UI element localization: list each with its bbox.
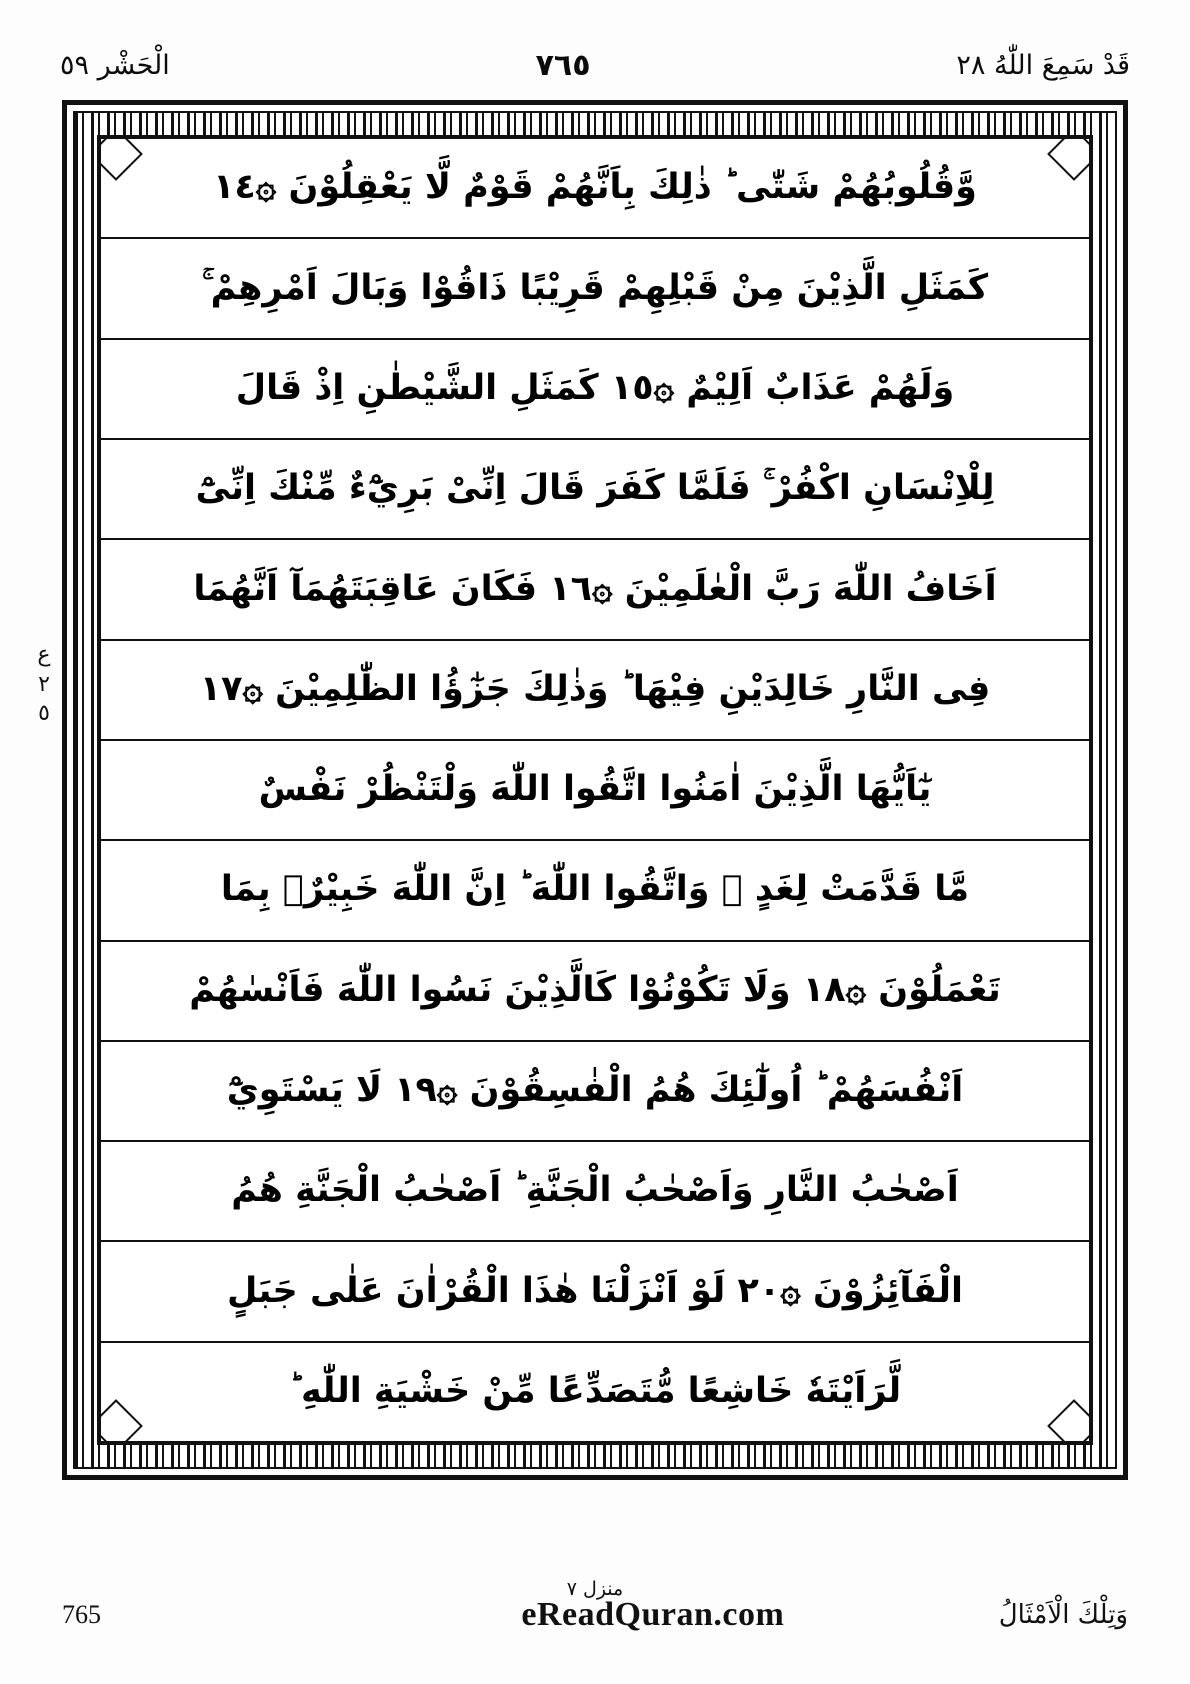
ayah-line <box>101 1242 1089 1342</box>
ayah-line-text: الْفَآئِزُوْنَ ۞٢٠ لَوْ اَنْزَلْنَا هٰذَا الْقُرْاٰنَ عَلٰى جَبَلٍ <box>227 1270 963 1311</box>
surah-label: الْحَشْر ٥٩ <box>60 49 170 81</box>
header-juz <box>956 50 1130 81</box>
ayah-line <box>101 1343 1089 1441</box>
ayah-line-text: فِى النَّارِ خَالِدَيْنِ فِيْهَا ؕ وَذٰلِكَ جَزٰٓؤُا الظّٰلِمِيْنَ ۞١٧ <box>199 668 991 709</box>
header-page-number-arabic: ٧٦٥ <box>535 47 591 83</box>
ayah-line-text: كَمَثَلِ الَّذِيْنَ مِنْ قَبْلِهِمْ قَرِيْبًا ذَاقُوْا وَبَالَ اَمْرِهِمْ ۚ <box>201 267 989 308</box>
ayah-line-text: وَّقُلُوبُهُمْ شَتّٰى ؕ ذٰلِكَ بِاَنَّهُمْ قَوْمٌ لَّا يَعْقِلُوْنَ ۞١٤ <box>213 167 977 208</box>
ayah-line <box>101 942 1089 1042</box>
ayah-text-area <box>99 137 1091 1443</box>
page-footer <box>62 1578 1128 1644</box>
footer-page-number: 765 <box>62 1600 101 1629</box>
ayah-line <box>101 340 1089 440</box>
catchword: وَتِلْكَ الْاَمْثَالُ <box>998 1600 1128 1630</box>
ayah-line-text: اَخَافُ اللّٰهَ رَبَّ الْعٰلَمِيْنَ ۞١٦ فَكَانَ عَاقِبَتَهُمَآ اَنَّهُمَا <box>193 568 997 609</box>
ayah-line-text: لِلْاِنْسَانِ اكْفُرْ ۚ فَلَمَّا كَفَرَ قَالَ اِنِّىْ بَرِيْٓءٌ مِّنْكَ اِنِّىْٓ <box>195 468 995 509</box>
ayah-line <box>101 641 1089 741</box>
ayah-line <box>101 440 1089 540</box>
header-surah <box>60 50 170 81</box>
ayah-line-text: اَنْفُسَهُمْ ؕ اُولٰٓئِكَ هُمُ الْفٰسِقُوْنَ ۞١٩ لَا يَسْتَوِيْٓ <box>226 1070 964 1111</box>
ruku-number-1: ٢ <box>38 671 50 697</box>
ayah-line <box>101 741 1089 841</box>
ayah-line <box>101 1042 1089 1142</box>
ruku-number-2: ٥ <box>38 701 50 727</box>
ayah-line <box>101 841 1089 941</box>
ayah-line-text: يٰٓاَيُّهَا الَّذِيْنَ اٰمَنُوا اتَّقُوا اللّٰهَ وَلْتَنْظُرْ نَفْسٌ <box>258 769 932 810</box>
text-frame <box>62 100 1128 1480</box>
ayah-lines <box>101 139 1089 1441</box>
ayah-line <box>101 239 1089 339</box>
ayah-line-text: مَّا قَدَّمَتْ لِغَدٍ ۚ وَاتَّقُوا اللّٰهَ ؕ اِنَّ اللّٰهَ خَبِيْرٌۢ بِمَا <box>220 869 970 910</box>
site-brand[interactable]: eReadQuran.com <box>521 1596 785 1633</box>
margin-markers <box>28 640 60 729</box>
ayah-line-text: تَعْمَلُوْنَ ۞١٨ وَلَا تَكُوْنُوْا كَالَّذِيْنَ نَسُوا اللّٰهَ فَاَنْسٰهُمْ <box>189 969 1001 1010</box>
ayah-line <box>101 139 1089 239</box>
manzil-label: منزل ٧ <box>566 1578 624 1600</box>
ayah-line-text: لَّرَاَيْتَهٗ خَاشِعًا مُّتَصَدِّعًا مِّنْ خَشْيَةِ اللّٰهِ ؕ <box>288 1371 902 1412</box>
ayah-line-text: وَلَهُمْ عَذَابٌ اَلِيْمٌ ۞١٥ كَمَثَلِ الشَّيْطٰنِ اِذْ قَالَ <box>235 367 955 408</box>
juz-label: قَدْ سَمِعَ اللّٰهُ ٢٨ <box>956 49 1130 81</box>
ayah-line-text: اَصْحٰبُ النَّارِ وَاَصْحٰبُ الْجَنَّةِ ؕ اَصْحٰبُ الْجَنَّةِ هُمُ <box>231 1170 959 1211</box>
ruku-symbol: ع <box>37 642 51 667</box>
ayah-line <box>101 540 1089 640</box>
ayah-line <box>101 1142 1089 1242</box>
page-header <box>60 42 1130 88</box>
